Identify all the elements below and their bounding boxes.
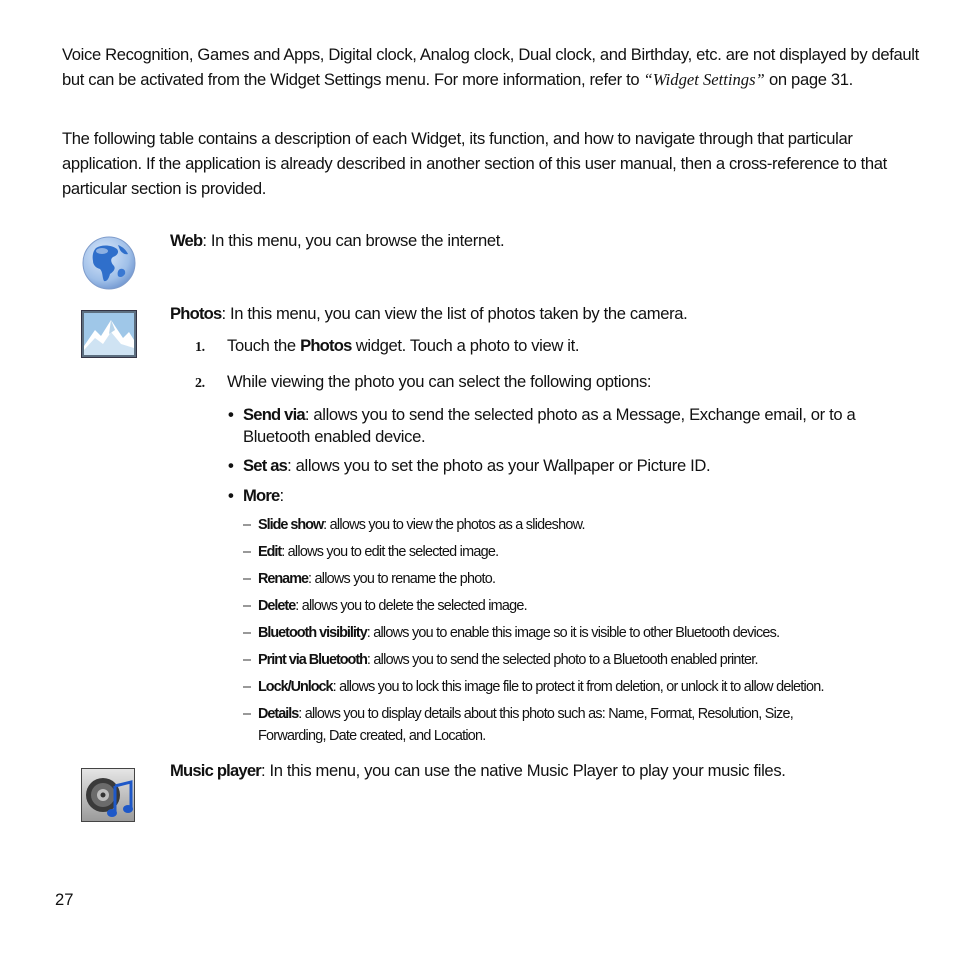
step-text-b: widget. Touch a photo to view it.: [351, 336, 580, 355]
bullet-marker: •: [228, 456, 234, 475]
web-label: Web: [170, 231, 203, 250]
option-text: : allows you to send the selected photo as a Message, Exchange email, or to a Bluetooth enabled device.: [243, 405, 856, 446]
more-option-label: Delete: [258, 598, 296, 614]
photos-description: [170, 303, 890, 325]
option-text: : allows you to set the photo as your Wallpaper or Picture ID.: [287, 456, 711, 475]
more-option-text: : allows you to send the selected photo to a Bluetooth enabled printer.: [366, 652, 758, 668]
more-option-lock-unlock: [243, 676, 863, 698]
dash-marker: –: [243, 625, 251, 641]
step-text: While viewing the photo you can select the following options:: [227, 372, 652, 391]
dash-marker: –: [243, 706, 251, 722]
web-description: [170, 230, 890, 252]
more-option-text: : allows you to delete the selected image.: [295, 598, 527, 614]
option-more: [228, 485, 878, 507]
photos-icon: [81, 310, 137, 358]
photos-desc-text: : In this menu, you can view the list of photos taken by the camera.: [221, 304, 688, 323]
widget-settings-reference[interactable]: “Widget Settings”: [643, 70, 765, 89]
option-set-as: [228, 455, 878, 477]
more-option-details: [243, 703, 863, 747]
more-option-text: : allows you to lock this image file to protect it from deletion, or unlock it to allow deletion.: [332, 679, 824, 695]
dash-marker: –: [243, 517, 251, 533]
intro-paragraph-1: [62, 42, 922, 92]
step-text-a: Touch the: [227, 336, 301, 355]
more-option-label: Edit: [258, 544, 282, 560]
globe-icon: [80, 235, 138, 291]
option-label: Set as: [243, 456, 288, 475]
intro-paragraph-2: The following table contains a description of each Widget, its function, and how to navigate through that particular application. If the application is already described in another section of this user manual, then a cross-reference to that particular section is provided.: [62, 129, 887, 198]
option-label: Send via: [243, 405, 305, 424]
option-label: More: [243, 486, 280, 505]
more-option-label: Rename: [258, 571, 308, 587]
more-option-text: : allows you to display details about this photo such as: Name, Format, Resolution, Size, Forwarding, Date created, and Location.: [258, 706, 793, 744]
more-option-rename: [243, 568, 863, 590]
bullet-marker: •: [228, 405, 234, 424]
intro-text-b: on page 31.: [764, 70, 853, 89]
more-option-edit: [243, 541, 863, 563]
dash-marker: –: [243, 544, 251, 560]
more-option-text: : allows you to view the photos as a slideshow.: [323, 517, 585, 533]
option-send-via: [228, 404, 878, 448]
step-bold: Photos: [300, 336, 352, 355]
more-option-label: Slide show: [258, 517, 324, 533]
dash-marker: –: [243, 598, 251, 614]
more-option-label: Bluetooth visibility: [258, 625, 367, 641]
more-option-bluetooth-visibility: [243, 622, 863, 644]
photos-step-2: [195, 371, 651, 395]
more-option-slide-show: [243, 514, 863, 536]
page-number: 27: [55, 890, 74, 909]
option-text: :: [279, 486, 284, 505]
web-desc-text: : In this menu, you can browse the internet.: [202, 231, 505, 250]
step-number: 2.: [195, 376, 205, 391]
more-option-label: Details: [258, 706, 299, 722]
more-option-label: Lock/Unlock: [258, 679, 333, 695]
music-player-desc-text: : In this menu, you can use the native Music Player to play your music files.: [260, 761, 786, 780]
more-option-text: : allows you to rename the photo.: [308, 571, 496, 587]
more-option-text: : allows you to edit the selected image.: [281, 544, 499, 560]
photos-step-1: [195, 335, 579, 359]
more-option-print-via-bluetooth: [243, 649, 863, 671]
more-option-text: : allows you to enable this image so it is visible to other Bluetooth devices.: [366, 625, 780, 641]
step-number: 1.: [195, 340, 205, 355]
music-player-icon: [81, 768, 135, 822]
more-option-label: Print via Bluetooth: [258, 652, 367, 668]
bullet-marker: •: [228, 486, 234, 505]
music-player-description: [170, 760, 890, 782]
intro-text-a: Voice Recognition, Games and Apps, Digital clock, Analog clock, Dual clock, and Birthday, etc. are not displayed by default but can be activated from the Widget Settings menu. For more information, refer to: [62, 45, 919, 89]
dash-marker: –: [243, 679, 251, 695]
more-option-delete: [243, 595, 863, 617]
music-player-label: Music player: [170, 761, 261, 780]
dash-marker: –: [243, 571, 251, 587]
dash-marker: –: [243, 652, 251, 668]
photos-label: Photos: [170, 304, 222, 323]
